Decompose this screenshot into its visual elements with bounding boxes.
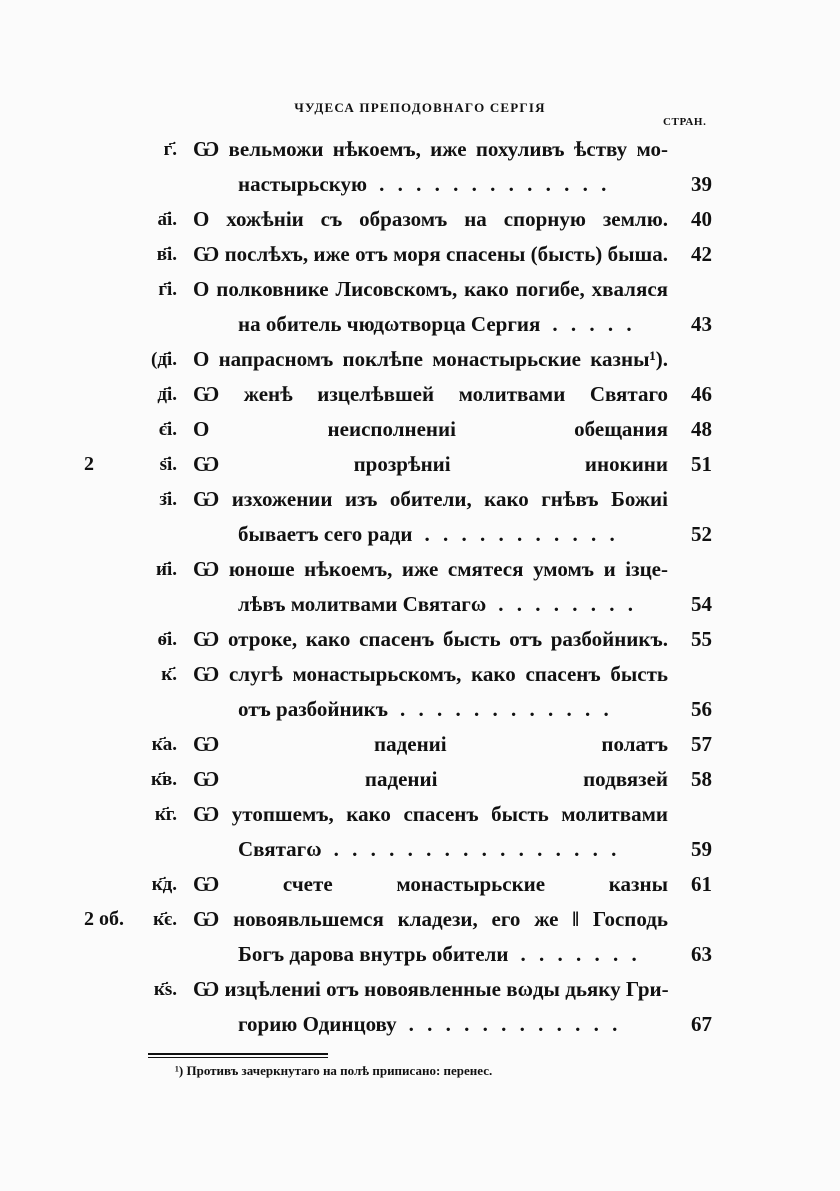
entry-text: Ѡ послѣхъ, иже отъ моря спасены (бысть) быша. [193,242,668,266]
entry-text: Ѡ слугѣ монастырьскомъ, како спасенъ бысть [193,662,668,686]
entry-first-line [0,272,840,307]
toc-entry [0,412,840,447]
entry-text: Ѡ падениі подвязей [193,767,668,791]
page-number: 48 [691,417,712,441]
entry-continuation-line [0,937,840,972]
dot-leader: . . . . . . . . [498,592,637,616]
toc-entry [0,622,840,657]
entry-first-line [0,867,840,902]
entry-continuation-line [0,307,840,342]
entry-text: бываетъ сего ради [238,522,413,546]
entry-continuation-line [0,167,840,202]
page-number: 54 [691,592,712,616]
toc-entry [0,482,840,552]
entry-number: к҃д. [151,874,177,895]
entry-continuation-line [0,832,840,867]
toc-entry [0,902,840,972]
entry-first-line [0,902,840,937]
page-number: 63 [691,942,712,966]
toc-entry [0,272,840,342]
footnote: ¹) Противъ зачеркнутаго на полѣ приписано: перенес. [175,1063,493,1078]
toc-entry [0,237,840,272]
entry-first-line [0,972,840,1007]
entry-text: отъ разбойникъ [238,697,389,721]
entry-first-line [0,237,840,272]
entry-first-line [0,727,840,762]
entry-number: ѳ҃і. [157,629,177,650]
entry-first-line [0,202,840,237]
margin-note: 2 [84,453,94,475]
entry-text: Ѡ новоявльшемся кладези, его же ‖ Господь [193,907,668,931]
entry-first-line [0,342,840,377]
entry-text: Святагω [238,837,322,861]
entry-first-line [0,412,840,447]
entry-number: в҃і. [156,244,177,265]
page-column-label: СТРАН. [663,116,707,128]
toc-entry [0,342,840,377]
toc-entry [0,657,840,727]
toc-entry [0,762,840,797]
entry-number: з҃і. [159,489,177,510]
entry-first-line [0,657,840,692]
page-number: 52 [691,522,712,546]
page-number: 61 [691,872,712,896]
entry-continuation-line [0,587,840,622]
entry-number: к҃є. [153,909,177,930]
entry-number: (д҃і. [151,349,177,370]
entry-number: ѕ҃і. [159,454,177,475]
entry-text: О полковнике Лисовскомъ, како погибе, хваляся [193,277,668,301]
entry-text: Ѡ изхожении изъ обители, како гнѣвъ Божиі [193,487,668,511]
dot-leader: . . . . . . . . . . . [424,522,619,546]
page-number: 59 [691,837,712,861]
entry-first-line [0,482,840,517]
entry-continuation-line [0,692,840,727]
toc-entry [0,377,840,412]
toc-entry [0,972,840,1042]
entry-number: д҃і. [157,384,177,405]
entry-text: Ѡ вельможи нѣкоемъ, иже похуливъ ѣству мо- [193,137,668,161]
entry-first-line [0,132,840,167]
margin-note: 2 об. [84,908,124,930]
table-of-contents [0,132,840,1042]
entry-continuation-line [0,1007,840,1042]
entry-text: Богъ дарова внутрь обители [238,942,509,966]
entry-first-line [0,447,840,482]
entry-first-line [0,762,840,797]
entry-first-line [0,377,840,412]
page-number: 40 [691,207,712,231]
entry-text: на обитель чюдωтворца Сергия [238,312,541,336]
page-number: 57 [691,732,712,756]
dot-leader: . . . . . . . . . . . . [408,1012,622,1036]
entry-text: О хожѣніи съ образомъ на спорную землю. [193,207,668,231]
entry-text: Ѡ утопшемъ, како спасенъ бысть молитвами [193,802,668,826]
page-number: 39 [691,172,712,196]
toc-entry [0,132,840,202]
entry-text: О напрасномъ поклѣпе монастырьские казны¹). [193,347,668,371]
entry-number: к҃ѕ. [153,979,177,1000]
dot-leader: . . . . . . . . . . . . [400,697,613,721]
entry-first-line [0,552,840,587]
entry-text: горию Одинцову [238,1012,397,1036]
toc-entry [0,867,840,902]
page-number: 67 [691,1012,712,1036]
dot-leader: . . . . . . . . . . . . . . . . [333,837,621,861]
entry-first-line [0,797,840,832]
dot-leader: . . . . . [552,312,636,336]
entry-text: Ѡ юноше нѣкоемъ, иже смятеся умомъ и ізце- [193,557,668,581]
entry-text: лѣвъ молитвами Святагω [238,592,487,616]
page-number: 42 [691,242,712,266]
entry-text: Ѡ падениі полатъ [193,732,668,756]
entry-number: г҃. [163,139,177,160]
page-number: 56 [691,697,712,721]
toc-entry [0,797,840,867]
dot-leader: . . . . . . . . . . . . . [379,172,611,196]
toc-entry [0,727,840,762]
entry-number: к҃в. [151,769,177,790]
entry-number: к҃. [161,664,177,685]
entry-text: Ѡ изцѣлениі отъ новоявленные вωды дьяку Гри- [193,977,669,1001]
page-number: 43 [691,312,712,336]
entry-number: к҃г. [154,804,177,825]
toc-entry [0,202,840,237]
entry-number: є҃і. [158,419,177,440]
page-number: 51 [691,452,712,476]
entry-number: а҃і. [157,209,177,230]
entry-text: Ѡ отроке, како спасенъ бысть отъ разбойникъ. [193,627,668,651]
entry-text: О неисполнениі обещания [193,417,668,441]
entry-text: Ѡ женѣ изцелѣвшей молитвами Святаго [193,382,668,406]
page-number: 58 [691,767,712,791]
entry-text: настырьскую [238,172,368,196]
footnote-rule [148,1053,328,1055]
entry-text: Ѡ счете монастырьские казны [193,872,668,896]
entry-number: г҃і. [158,279,177,300]
running-title: ЧУДЕСА ПРЕПОДОВНАГО СЕРГІЯ [294,100,546,115]
entry-first-line [0,622,840,657]
dot-leader: . . . . . . . [520,942,641,966]
entry-number: к҃а. [151,734,177,755]
page-number: 55 [691,627,712,651]
entry-continuation-line [0,517,840,552]
page-number: 46 [691,382,712,406]
toc-entry [0,447,840,482]
entry-number: и҃і. [156,559,177,580]
toc-entry [0,552,840,622]
entry-text: Ѡ прозрѣниі инокини [193,452,668,476]
